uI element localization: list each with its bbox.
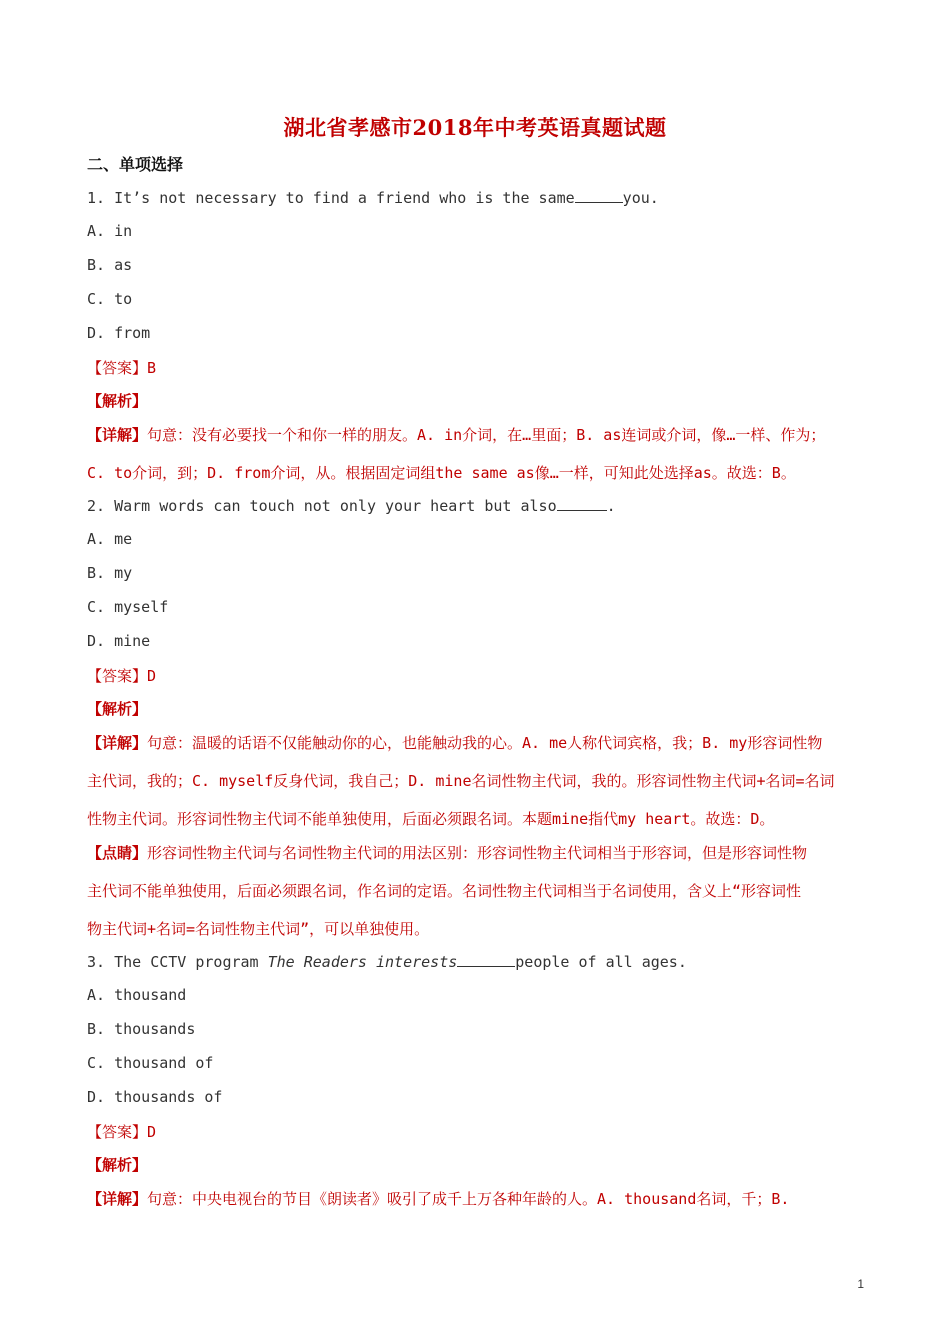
question-3-stem — [87, 952, 687, 971]
question-3-text: 3. The CCTV program — [87, 953, 268, 971]
question-3-option-a: A. thousand — [87, 986, 187, 1004]
question-2-analysis-heading: 【解析】 — [87, 700, 148, 718]
question-3-text-end: people of all ages. — [515, 953, 687, 971]
question-3-option-d: D. thousands of — [87, 1088, 223, 1106]
answer-blank — [575, 188, 623, 203]
page-title: 湖北省孝感市2018年中考英语真题试题 — [283, 115, 667, 140]
question-3-option-c: C. thousand of — [87, 1054, 214, 1072]
section-heading: 二、单项选择 — [87, 155, 184, 174]
question-2-note-line-2: 主代词不能单独使用，后面必须跟名词，作名词的定语。名词性物主代词相当于名词使用，含义上“形容词性 — [87, 882, 802, 900]
question-3-option-b: B. thousands — [87, 1020, 196, 1038]
question-2-text: 2. Warm words can touch not only your heart but also — [87, 497, 557, 515]
question-3-analysis-heading: 【解析】 — [87, 1156, 148, 1174]
answer-blank — [457, 952, 515, 967]
question-3-detail-line-1 — [87, 1188, 789, 1209]
question-1-detail-line-1 — [87, 424, 825, 445]
question-2-note-line-3: 物主代词+名词=名词性物主代词”，可以单独使用。 — [87, 920, 430, 938]
question-2-text-end: . — [606, 497, 616, 515]
detail-text: 句意：没有必要找一个和你一样的朋友。A. in介词，在…里面；B. as连词或介词，像…一样、作为； — [147, 426, 826, 444]
question-2-detail-line-1 — [87, 732, 822, 753]
answer-blank — [557, 496, 607, 511]
question-2-stem — [87, 496, 616, 515]
question-2-detail-line-3: 性物主代词。形容词性物主代词不能单独使用，后面必须跟名词。本题mine指代my heart。故选：D。 — [87, 810, 775, 828]
question-2-detail-line-2: 主代词，我的；C. myself反身代词，我自己；D. mine名词性物主代词，我的。形容词性物主代词+名词=名词 — [87, 772, 835, 790]
question-2-option-a: A. me — [87, 530, 133, 548]
page-number: 1 — [857, 1277, 864, 1291]
question-1-text: 1. It’s not necessary to find a friend who is the same — [87, 189, 575, 207]
question-1-answer: 【答案】B — [87, 359, 157, 377]
question-2-answer: 【答案】D — [87, 667, 157, 685]
question-1-detail-line-2: C. to介词，到；D. from介词，从。根据固定词组the same as像…一样，可知此处选择as。故选：B。 — [87, 464, 796, 482]
detail-tag: 【详解】 — [87, 426, 148, 444]
question-1-option-c: C. to — [87, 290, 133, 308]
note-tag: 【点睛】 — [87, 844, 148, 862]
detail-text: 句意：中央电视台的节目《朗读者》吸引了成千上万各种年龄的人。A. thousand名词，千；B. — [147, 1190, 790, 1208]
question-3-answer: 【答案】D — [87, 1123, 157, 1141]
question-1-option-b: B. as — [87, 256, 133, 274]
question-2-note-line-1 — [87, 842, 807, 863]
note-text: 形容词性物主代词与名词性物主代词的用法区别：形容词性物主代词相当于形容词，但是形容词性物 — [147, 844, 808, 862]
question-1-analysis-heading: 【解析】 — [87, 392, 148, 410]
question-1-stem — [87, 188, 659, 207]
detail-text: 句意：温暖的话语不仅能触动你的心，也能触动我的心。A. me人称代词宾格，我；B. my形容词性物 — [147, 734, 823, 752]
question-3-italic-title: The Readers interests — [267, 953, 458, 971]
question-1-text-end: you. — [622, 189, 659, 207]
detail-tag: 【详解】 — [87, 734, 148, 752]
question-2-option-b: B. my — [87, 564, 133, 582]
question-2-option-c: C. myself — [87, 598, 169, 616]
question-1-option-d: D. from — [87, 324, 151, 342]
detail-tag: 【详解】 — [87, 1190, 148, 1208]
question-2-option-d: D. mine — [87, 632, 151, 650]
question-1-option-a: A. in — [87, 222, 133, 240]
